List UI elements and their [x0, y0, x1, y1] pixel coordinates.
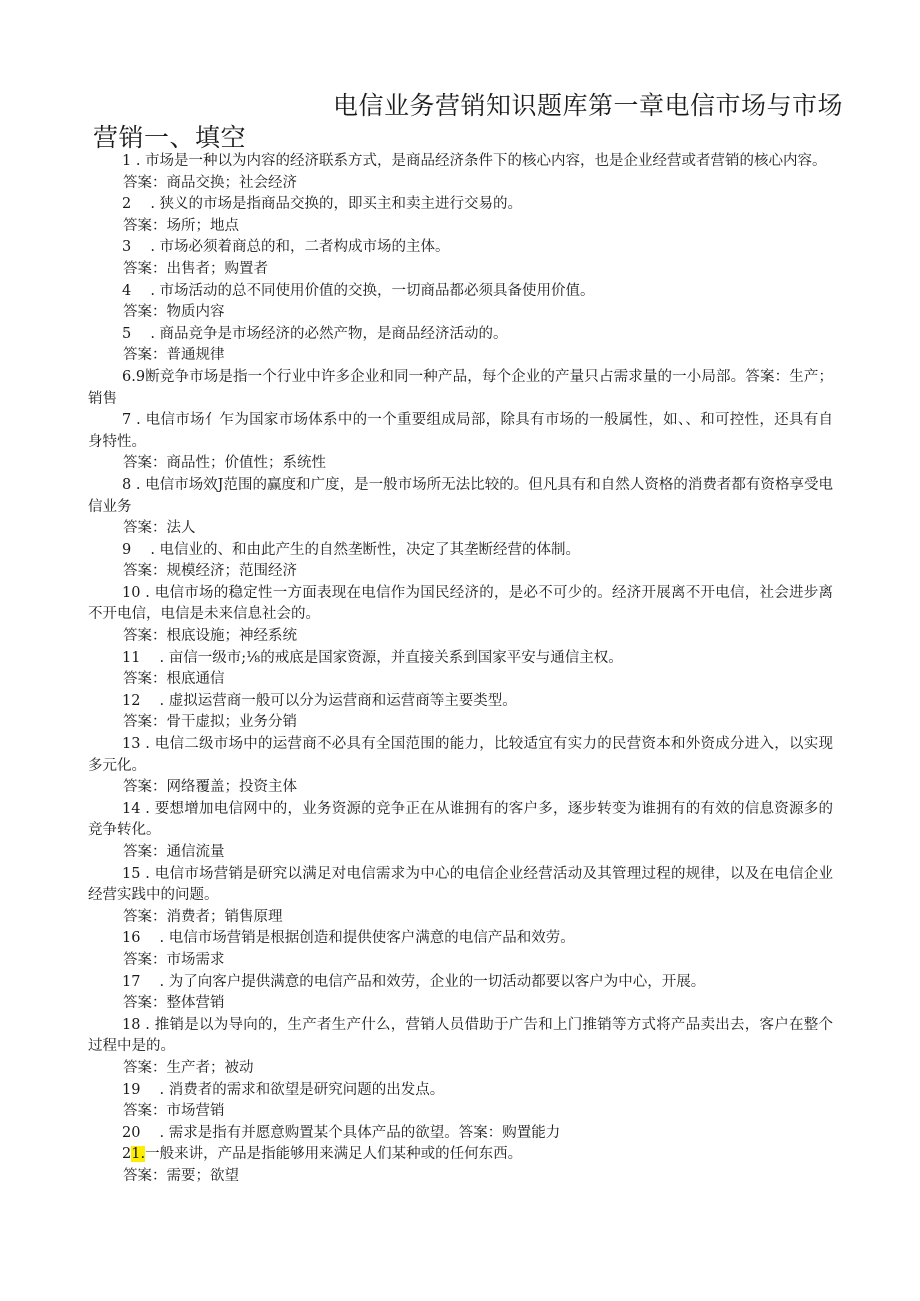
question-3: 3 . 市场必须着商总的和，二者构成市场的主体。	[122, 239, 450, 256]
answer-10: 答案：根底设施；神经系统	[123, 628, 297, 645]
question-14: 14 . 要想增加电信网中的，业务资源的竞争正在从谁拥有的客户多，逐步转变为谁拥有的有效的信息资源多的竞争转化。	[88, 800, 833, 839]
answer-5: 答案：普通规律	[123, 347, 225, 364]
question-1: 1 . 市场是一种以为内容的经济联系方式，是商品经济条件下的核心内容，也是企业经营或者营销的核心内容。	[122, 153, 827, 169]
document-title-line-2: 营销一、填空	[93, 123, 247, 152]
question-2: 2 . 狭义的市场是指商品交换的，即买主和卖主进行交易的。	[122, 196, 523, 213]
answer-3: 答案：出售者；购置者	[123, 260, 268, 277]
answer-11: 答案：根底通信	[123, 671, 225, 688]
answer-8: 答案：法人	[123, 520, 196, 537]
question-5: 5 . 商品竞争是市场经济的必然产物，是商品经济活动的。	[122, 325, 508, 342]
question-10: 10 . 电信市场的稳定性一方面表现在电信作为国民经济的，是必不可少的。经济开展离不开电信，社会进步离不开电信，电信是未来信息社会的。	[88, 584, 833, 623]
answer-1: 答案：商品交换；社会经济	[123, 174, 297, 191]
question-21-text: 一般来讲，产品是指能够用来满足人们某种或的任何东西。	[145, 1146, 523, 1163]
question-7: 7 . 电信市场亻乍为国家市场体系中的一个重要组成局部，除具有市场的一般属性，如、、和可控性，还具有自身特性。	[88, 412, 833, 450]
question-list	[88, 151, 833, 1188]
answer-13: 答案：网络覆盖；投资主体	[123, 779, 297, 796]
question-20: 20 . 需求是指有并愿意购置某个具体产品的欲望。答案：购置能力	[122, 1124, 561, 1141]
answer-14: 答案：通信流量	[123, 844, 225, 860]
answer-12: 答案：骨干虚拟；业务分销	[123, 714, 297, 731]
question-15: 15 . 电信市场营销是研究以满足对电信需求为中心的电信企业经营活动及其管理过程的规律，以及在电信企业经营实践中的问题。	[88, 865, 833, 904]
answer-21: 答案：需要；欲望	[123, 1167, 239, 1184]
answer-16: 答案：市场需求	[123, 951, 225, 968]
question-13: 13 . 电信二级市场中的运营商不必具有全国范围的能力，比较适宜有实力的民营资本和外资成分进入，以实现多元化。	[88, 736, 833, 774]
question-21	[88, 1144, 833, 1166]
answer-18: 答案：生产者；被动	[123, 1059, 254, 1076]
highlighted-text: 1.	[131, 1146, 146, 1163]
question-19: 19 . 消费者的需求和欲望是研究问题的出发点。	[122, 1081, 445, 1098]
question-12: 12 . 虚拟运营商一般可以分为运营商和运营商等主要类型。	[122, 692, 517, 709]
question-9: 9 . 电信业的、和由此产生的自然垄断性，决定了其垄断经营的体制。	[122, 541, 581, 558]
answer-15: 答案：消费者；销售原理	[123, 908, 283, 925]
question-8: 8 . 电信市场效J范围的赢度和广度，是一般市场所无法比较的。但凡具有和自然人资格的消费者都有资格享受电信业务	[88, 476, 833, 515]
answer-9: 答案：规模经济；范围经济	[123, 563, 297, 580]
answer-2: 答案：场所；地点	[123, 217, 239, 234]
question-4: 4 . 市场活动的总不同使用价值的交换，一切商品都必须具备使用价值。	[122, 282, 595, 299]
answer-7: 答案：商品性；价值性；系统性	[123, 455, 326, 472]
question-6: 6.9断竞争市场是指一个行业中许多企业和同一种产品，每个企业的产量只占需求量的一小局部。答案：生产；销售	[88, 368, 833, 407]
question-17: 17 . 为了向客户提供满意的电信产品和效劳，企业的一切活动都要以客户为中心，开展。	[122, 973, 706, 990]
document-title-line-1: 电信业务营销知识题库第一章电信市场与市场	[333, 91, 844, 120]
question-16: 16 . 电信市场营销是根据创造和提供使客户满意的电信产品和效劳。	[122, 930, 575, 947]
answer-17: 答案：整体营销	[123, 995, 225, 1012]
answer-19: 答案：市场营销	[123, 1103, 225, 1120]
question-11: 11 . 亩信一级市;⅛的戒底是国家资源，并直接关系到国家平安与通信主权。	[122, 649, 623, 666]
answer-4: 答案：物质内容	[123, 304, 225, 321]
question-18: 18 . 推销是以为导向的，生产者生产什么，营销人员借助于广告和上门推销等方式将产品卖出去，客户在整个过程中是的。	[88, 1016, 833, 1055]
question-21-number-lead: 2	[122, 1146, 132, 1163]
